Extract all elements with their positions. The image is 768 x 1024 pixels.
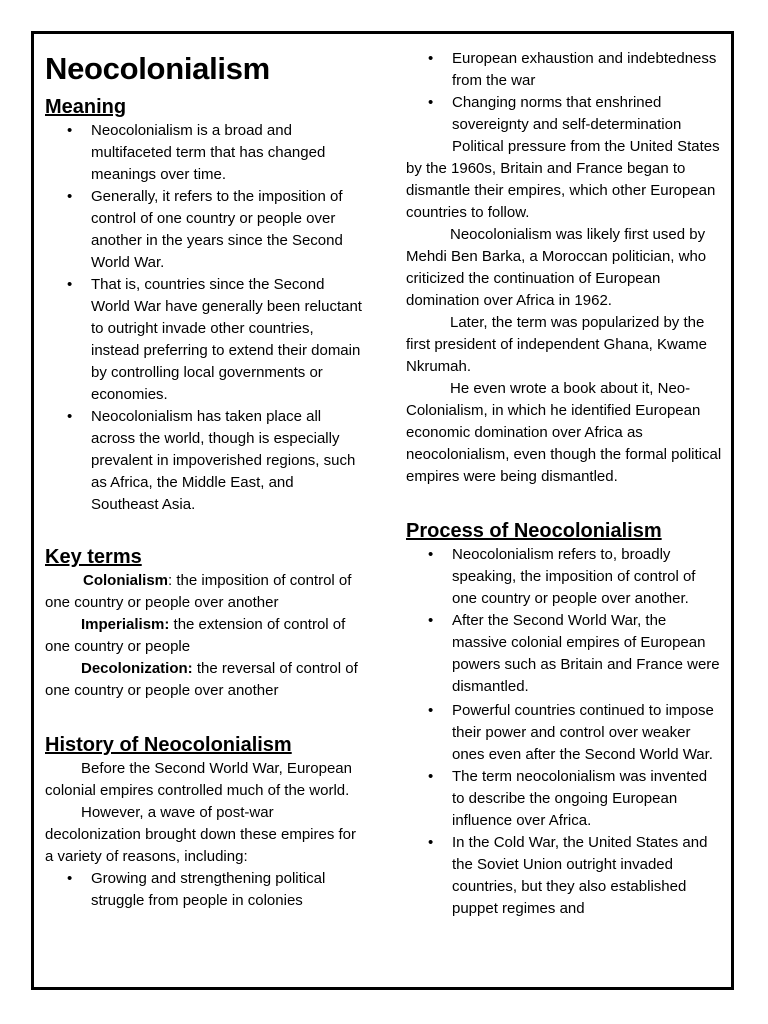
key-term-imperialism: Imperialism: the extension of control of one country or people (45, 616, 346, 655)
process-heading: Process of Neocolonialism (406, 520, 662, 542)
history-paragraph: However, a wave of post-war decolonization brought down these empires for a variety of reasons, including: (45, 804, 357, 865)
key-term-colonialism: Colonialism: the imposition of control of one country or people over another (45, 572, 352, 611)
history-paragraph: He even wrote a book about it, Neo-Colonialism, in which he identified European economic domination over Africa as neocolonialism, even though the formal political empires were being dismantled. (406, 380, 722, 485)
list-item: • In the Cold War, the United States and the Soviet Union outright invaded countries, but they also established puppet regimes and (428, 834, 708, 917)
meaning-list (45, 120, 365, 516)
bullet-icon: • (428, 94, 434, 111)
list-item: • Generally, it refers to the imposition of control of one country or people over another in the years since the Second World War. (67, 188, 343, 271)
list-item: • The term neocolonialism was invented to describe the ongoing European influence over Africa. (428, 768, 708, 829)
history-reasons-list (45, 868, 365, 912)
bullet-icon: • (67, 276, 73, 293)
bullet-icon: • (67, 122, 73, 139)
list-item: • Neocolonialism refers to, broadly speaking, the imposition of control of one country or people over another. (428, 546, 696, 607)
meaning-heading: Meaning (45, 96, 127, 118)
history-paragraph: Neocolonialism was likely first used by Mehdi Ben Barka, a Moroccan politician, who criticized the continuation of European domination over Africa in 1962. (406, 226, 707, 309)
bullet-icon: • (428, 702, 434, 719)
history-paragraph: Political pressure from the United States by the 1960s, Britain and France began to dismantle their empires, which other European countries to follow. (406, 138, 720, 221)
bullet-icon: • (428, 50, 434, 67)
bullet-icon: • (428, 546, 434, 563)
right-column (406, 48, 722, 920)
bullet-icon: • (67, 408, 73, 425)
list-item: • After the Second World War, the massive colonial empires of European powers such as Britain and France were dismantled. (428, 612, 720, 695)
bullet-icon: • (428, 612, 434, 629)
document-title: Neocolonialism (45, 51, 270, 86)
list-item: • Powerful countries continued to impose their power and control over weaker ones even after the Second World War. (428, 702, 714, 763)
history-paragraph: Later, the term was popularized by the first president of independent Ghana, Kwame Nkrumah. (406, 314, 708, 375)
bullet-icon: • (67, 870, 73, 887)
list-item: • European exhaustion and indebtedness from the war (428, 50, 717, 89)
left-column (45, 50, 365, 912)
history-heading: History of Neocolonialism (45, 734, 292, 756)
bullet-icon: • (428, 834, 434, 851)
list-item: • Growing and strengthening political struggle from people in colonies (67, 870, 326, 909)
list-item: • That is, countries since the Second World War have generally been reluctant to outright invade other countries, instead preferring to extend their domain by controlling local governments or economies. (67, 276, 362, 403)
list-item: • Neocolonialism has taken place all across the world, though is especially prevalent in impoverished regions, such as Africa, the Middle East, and Southeast Asia. (67, 408, 356, 513)
history-reasons-list-continued (406, 48, 722, 136)
list-item: • Changing norms that enshrined sovereignty and self-determination (428, 94, 682, 133)
list-item: • Neocolonialism is a broad and multifaceted term that has changed meanings over time. (67, 122, 326, 183)
history-paragraph: Before the Second World War, European colonial empires controlled much of the world. (45, 760, 352, 799)
key-term-decolonization: Decolonization: the reversal of control of one country or people over another (45, 660, 358, 699)
bullet-icon: • (428, 768, 434, 785)
process-list (406, 544, 722, 920)
key-terms-heading: Key terms (45, 546, 142, 568)
bullet-icon: • (67, 188, 73, 205)
